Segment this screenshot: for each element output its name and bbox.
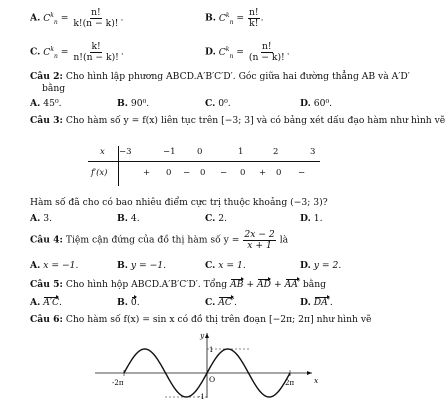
x-value: 1 [238, 147, 244, 157]
vector-term: AB [230, 279, 244, 290]
option-c-top: C. $C^k_n$ = $\frac{k!}{n!(n - k)!}$ . [30, 41, 124, 63]
y-axis-arrow-icon [205, 333, 209, 338]
question-4-text: Câu 4: Tiệm cận đứng của đồ thị hàm số y = $\frac{2x - 2}{x + 1}$ là [30, 229, 289, 251]
sign-table-hline [88, 161, 320, 162]
q3-option-a: A. 3. [30, 213, 53, 224]
q4-option-d: D. y = 2. [300, 260, 342, 271]
q5-option-d: D. DA′. [300, 297, 333, 308]
q2-option-b: B. 90⁰. [117, 98, 150, 109]
sign-cell: − [183, 168, 191, 178]
question-2-text: Câu 2: Cho hình lập phương ABCD.A′B′C′D′. Góc giữa hai đường thẳng AB và A′D′ [30, 71, 410, 82]
option-b-top: B. $C^k_n$ = $\frac{n!}{k!}$ . [205, 7, 264, 29]
sign-cell: + [143, 168, 151, 178]
option-d-top: D. $C^k_n$ = $\frac{n!}{(n - k)!}$ . [205, 41, 290, 63]
sign-table [88, 146, 320, 186]
x-value: 3 [310, 147, 316, 157]
q5-option-c: C. AC′. [205, 297, 237, 308]
sign-cell: + [259, 168, 267, 178]
sign-cell: 0 [276, 168, 282, 178]
option-a-top: A. $C^k_n$ = $\frac{n!}{k!(n - k)!}$ . [30, 7, 124, 29]
x-axis-arrow-icon [307, 371, 312, 375]
y-axis-label: y [200, 331, 205, 340]
x-value: −1 [163, 147, 176, 157]
x-value: 0 [197, 147, 203, 157]
sign-cell: 0 [240, 168, 246, 178]
question-6-text: Câu 6: Cho hàm số f(x) = sin x có đồ thị trên đoạn [−2π; 2π] như hình vẽ [30, 314, 372, 325]
x-tick-2pi: 2π [285, 379, 295, 387]
cut-off-line [30, 0, 370, 2]
x-value: −3 [119, 147, 132, 157]
x-value: 2 [273, 147, 279, 157]
q2-option-a: A. 45⁰. [30, 98, 62, 109]
q3-option-b: B. 4. [117, 213, 140, 224]
question-3-text: Câu 3: Cho hàm số y = f(x) liên tục trên [−3; 3] và có bảng xét dấu đạo hàm như hình vẽ [30, 115, 445, 126]
y-tick-one: 1 [209, 346, 214, 354]
sign-cell: − [220, 168, 228, 178]
y-tick-minus-one: -1 [198, 393, 205, 400]
q3-option-c: C. 2. [205, 213, 228, 224]
q2-option-d: D. 60⁰. [300, 98, 333, 109]
x-axis-label: x [314, 376, 319, 385]
q4-option-c: C. x = 1. [205, 260, 246, 271]
q2-option-c: C. 0⁰. [205, 98, 231, 109]
question-3-prompt: Hàm số đã cho có bao nhiêu điểm cực trị thuộc khoảng (−3; 3)? [30, 197, 328, 208]
q4-option-b: B. y = −1. [117, 260, 167, 271]
x-tick-minus-2pi: -2π [112, 379, 124, 387]
sign-table-fprime-head: f′(x) [91, 168, 108, 178]
q4-option-a: A. x = −1. [30, 260, 79, 271]
q3-option-d: D. 1. [300, 213, 323, 224]
sign-table-x-head: x [100, 147, 105, 157]
vector-term: AA′ [284, 279, 300, 290]
sine-graph [90, 330, 320, 400]
origin-label: O [209, 375, 216, 384]
question-5-text: Câu 5: Cho hình hộp ABCD.A′B′C′D′. Tổng AB + AD + AA′ bằng [30, 279, 327, 290]
q5-option-b: B. 0. [117, 297, 140, 308]
sign-cell: − [298, 168, 306, 178]
sign-cell: 0 [166, 168, 172, 178]
vector-term: AD [257, 279, 272, 290]
q5-option-a: A. A′C. [30, 297, 62, 308]
question-2-text-2: bằng [42, 83, 66, 94]
sign-cell: 0 [200, 168, 206, 178]
